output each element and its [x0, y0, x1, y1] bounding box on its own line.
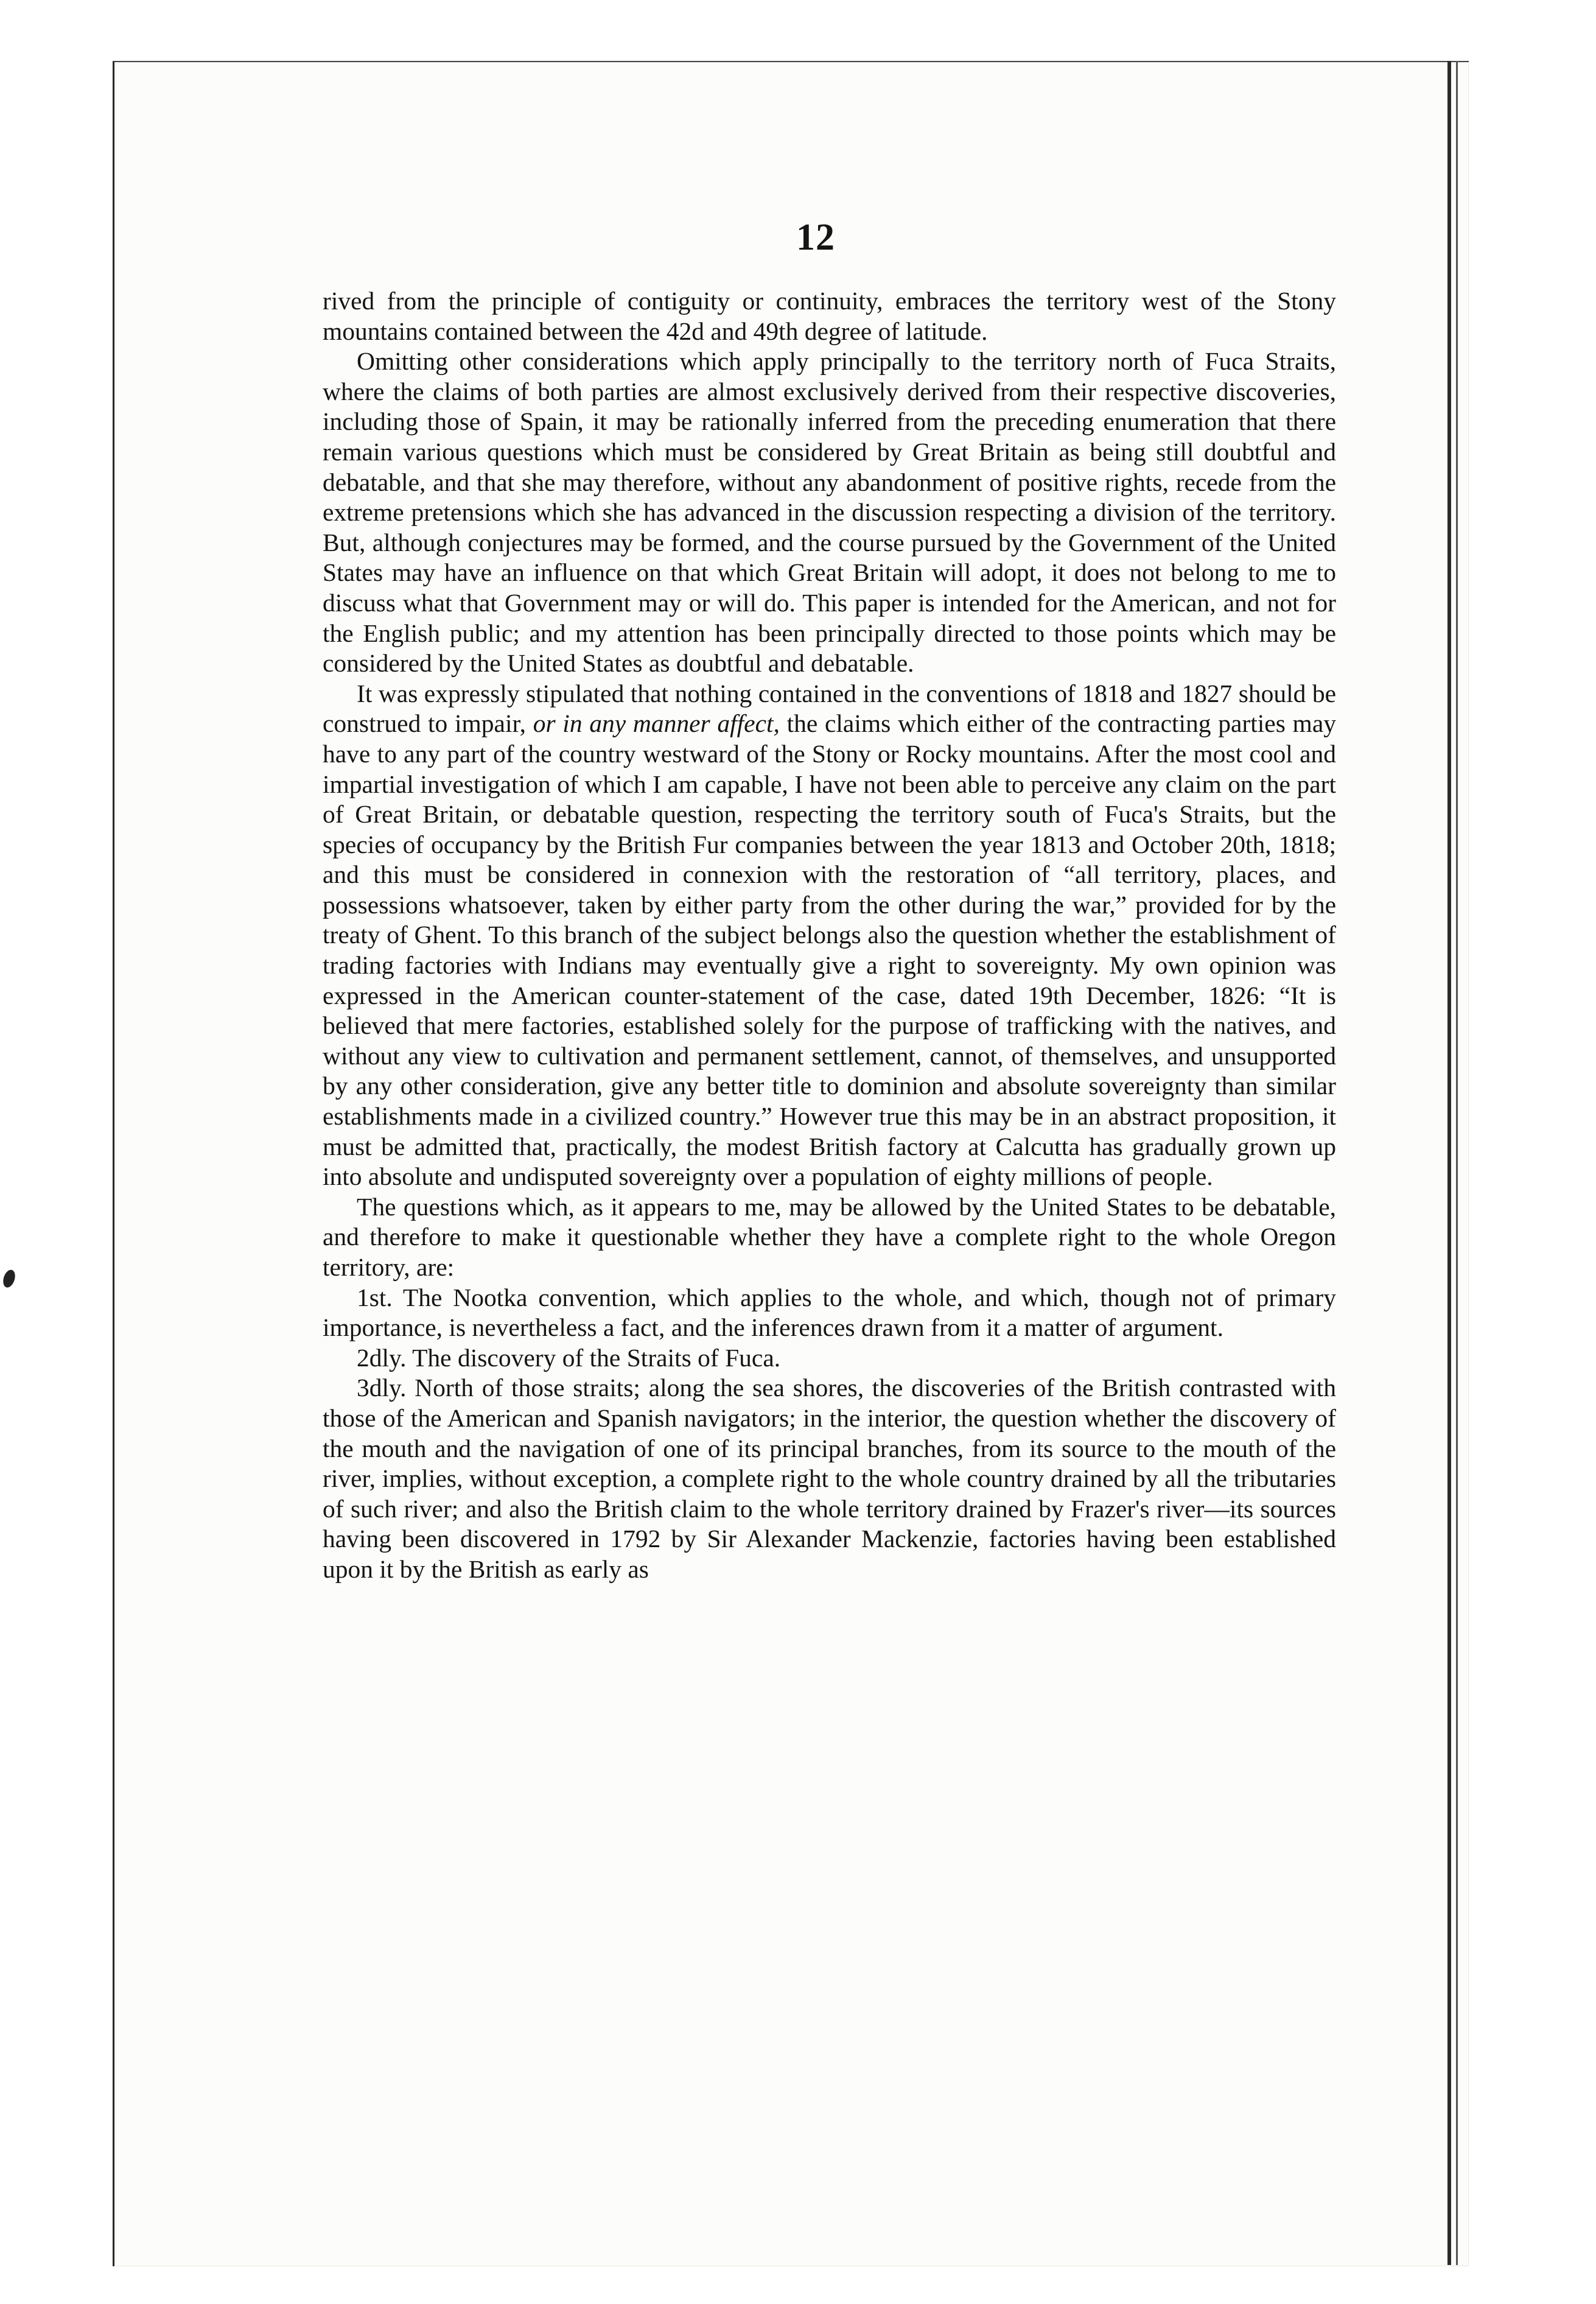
- text-segment: 3dly. North of those straits; along the sea shores, the discoveries of the British contrasted with those of the American and Spanish navigators; in the interior, the question whether the discovery of the mouth and the navigation of one of its principal branches, from its source to the mouth of the river, implies, without exception, a complete right to the whole country drained by all the tributaries of such river; and also the British claim to the whole territory drained by Frazer's river—its sources having been discovered in 1792 by Sir Alexander Mackenzie, factories having been established upon it by the British as early as: [323, 1374, 1336, 1583]
- text-segment: the claims which either of the contracting parties may have to any part of the country westward of the Stony or Rocky mountains. After the most cool and impartial investigation of which I am capable, I have not been able to perceive any claim on the part of Great Britain, or debatable question, respecting the territory south of Fuca's Straits, but the species of occupancy by the British Fur companies between the year 1813 and October 20th, 1818; and this must be considered in connexion with the restoration of “all territory, places, and possessions whatsoever, taken by either party from the other during the war,” provided for by the treaty of Ghent. To this branch of the subject belongs also the question whether the establishment of trading factories with Indians may eventually give a right to sovereignty. My own opinion was expressed in the American counter-statement of the case, dated 19th December, 1826: “It is believed that mere factories, established solely for the purpose of trafficking with the natives, and without any view to cultivation and permanent settlement, cannot, of themselves, and unsupported by any other consideration, give any better title to dominion and absolute sovereignty than similar establishments made in a civilized country.” However true this may be in an abstract proposition, it must be admitted that, practically, the modest British factory at Calcutta has gradually grown up into absolute and undisputed sovereignty over a population of eighty millions of people.: [323, 709, 1336, 1191]
- text-segment: 1st. The Nootka convention, which applies to the whole, and which, though not of primary importance, is nevertheless a fact, and the inferences drawn from it a matter of argument.: [323, 1283, 1336, 1342]
- page-number: 12: [796, 217, 835, 258]
- list-item-first: [323, 1283, 1336, 1343]
- text-segment: Omitting other considerations which apply principally to the territory north of Fuca Straits, where the claims of both parties are almost exclusively derived from their respective discoveries, including those of Spain, it may be rationally inferred from the preceding enumeration that there remain various questions which must be considered by Great Britain as being still doubtful and debatable, and that she may therefore, without any abandonment of positive rights, recede from the extreme pretensions which she has advanced in the discussion respecting a division of the territory. But, although conjectures may be formed, and the course pursued by the Government of the United States may have an influence on that which Great Britain will adopt, it does not belong to me to discuss what that Government may or will do. This paper is intended for the American, and not for the English public; and my attention has been principally directed to those points which may be considered by the United States as doubtful and debatable.: [323, 347, 1336, 678]
- italic-text-segment: or in any manner affect,: [533, 709, 780, 738]
- paragraph-conventions: [323, 679, 1336, 1192]
- paragraph-continuation: [323, 286, 1336, 346]
- text-segment: rived from the principle of contiguity or continuity, embraces the territory west of the Stony mountains contained between the 42d and 49th degree of latitude.: [323, 287, 1336, 345]
- text-segment: It was expressly stipulated that nothing contained in the conventions of 1818 and 1827 should be construed to impair,: [323, 679, 1336, 738]
- text-segment: The questions which, as it appears to me, may be allowed by the United States to be debatable, and therefore to make it questionable whether they have a complete right to the whole Oregon territory, are:: [323, 1192, 1336, 1281]
- page-gutter-edge: [1447, 61, 1451, 2265]
- text-segment: 2dly. The discovery of the Straits of Fuca.: [357, 1343, 781, 1372]
- page-gutter-edge-inner: [1456, 61, 1458, 2265]
- body-text: [323, 286, 1336, 1585]
- list-item-second: [323, 1343, 1336, 1374]
- paragraph-questions-intro: [323, 1192, 1336, 1283]
- list-item-third: [323, 1373, 1336, 1584]
- paragraph-considerations: [323, 346, 1336, 679]
